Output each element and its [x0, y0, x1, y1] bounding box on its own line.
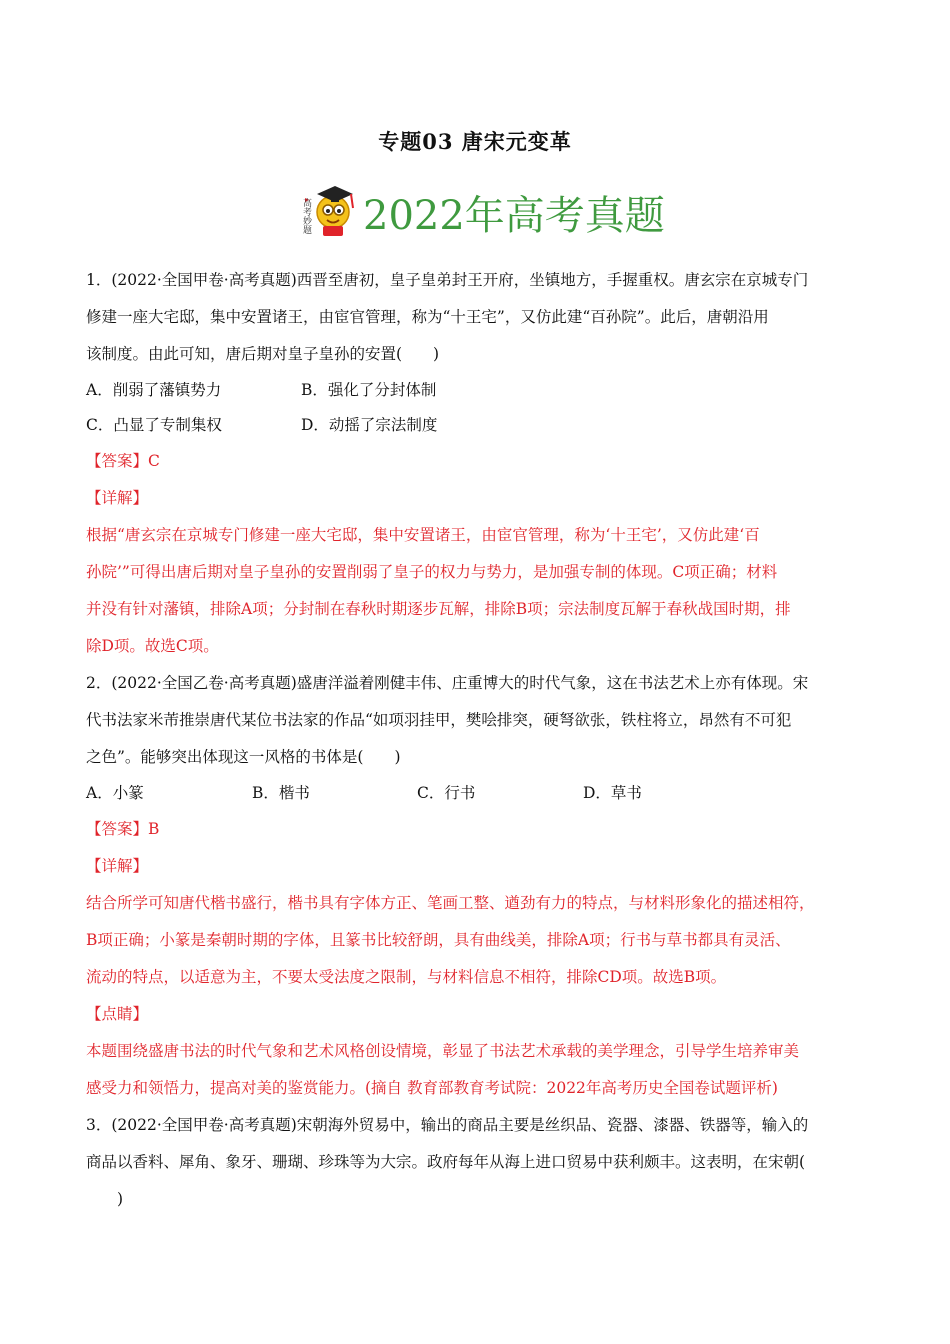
- option-a: A．削弱了藩镇势力: [86, 381, 222, 399]
- question-text-line: 修建一座大宅邸，集中安置诸王，由宦官管理，称为“十王宅”，又仿此建“百孙院”。此后，唐朝沿用: [86, 308, 769, 326]
- answer-label: 【答案】C: [86, 452, 160, 470]
- detail-text-line: B项正确；小篆是秦朝时期的字体，且篆书比较舒朗，具有曲线美，排除A项；行书与草书都具有灵活、: [86, 931, 791, 949]
- question-text-line: ): [86, 1190, 124, 1208]
- banner-logo-text: 高考妙题: [301, 198, 311, 234]
- banner-title: 2022年高考真题: [363, 193, 665, 239]
- question-1: [86, 262, 866, 665]
- option-c: C．行书: [417, 784, 476, 802]
- question-text-line: 该制度。由此可知，唐后期对皇子皇孙的安置( ): [86, 345, 440, 363]
- answer-label: 【答案】B: [86, 820, 160, 838]
- banner: [0, 178, 950, 242]
- page-title: 专题03 唐宋元变革: [378, 129, 572, 154]
- options-row: [86, 408, 866, 443]
- comment-label: 【点睛】: [86, 1005, 149, 1023]
- question-text-line: 商品以香料、犀角、象牙、珊瑚、珍珠等为大宗。政府每年从海上进口贸易中获利颇丰。这表明，在宋朝(: [86, 1153, 806, 1171]
- option-c: C．凸显了专制集权: [86, 416, 222, 434]
- question-text-line: 1．(2022·全国甲卷·高考真题)西晋至唐初，皇子皇弟封王开府，坐镇地方，手握重权。唐玄宗在京城专门: [86, 271, 809, 289]
- question-text-line: 3．(2022·全国甲卷·高考真题)宋朝海外贸易中，输出的商品主要是丝织品、瓷器、漆器、铁器等，输入的: [86, 1116, 809, 1134]
- option-d: D．草书: [583, 784, 642, 802]
- options-row: [86, 776, 866, 811]
- question-text-line: 之色”。能够突出体现这一风格的书体是( ): [86, 748, 401, 766]
- option-b: B．楷书: [252, 784, 310, 802]
- option-d: D．动摇了宗法制度: [301, 416, 438, 434]
- options-row: [86, 373, 866, 408]
- detail-label: 【详解】: [86, 489, 149, 507]
- detail-text-line: 根据“唐玄宗在京城专门修建一座大宅邸，集中安置诸王，由宦官管理，称为‘十王宅’，又仿此建‘百: [86, 526, 760, 544]
- comment-text-line: 感受力和领悟力，提高对美的鉴赏能力。(摘自 教育部教育考试院：2022年高考历史全国卷试题评析): [86, 1079, 778, 1097]
- question-3: [86, 1107, 866, 1218]
- detail-label: 【详解】: [86, 857, 149, 875]
- question-text-line: 2．(2022·全国乙卷·高考真题)盛唐洋溢着刚健丰伟、庄重博大的时代气象，这在书法艺术上亦有体现。宋: [86, 674, 809, 692]
- document-body: [86, 262, 866, 1218]
- option-b: B．强化了分封体制: [301, 381, 437, 399]
- question-text-line: 代书法家米芾推崇唐代某位书法家的作品“如项羽挂甲，樊哙排突，硬弩欲张，铁柱将立，昂然有不可犯: [86, 711, 792, 729]
- detail-text-line: 流动的特点，以适意为主，不要太受法度之限制，与材料信息不相符，排除CD项。故选B项。: [86, 968, 727, 986]
- detail-text-line: 除D项。故选C项。: [86, 637, 219, 655]
- detail-text-line: 结合所学可知唐代楷书盛行，楷书具有字体方正、笔画工整、遒劲有力的特点，与材料形象化的描述相符，: [86, 894, 815, 912]
- question-2: [86, 665, 866, 1107]
- comment-text-line: 本题围绕盛唐书法的时代气象和艺术风格创设情境，彰显了书法艺术承载的美学理念，引导学生培养审美: [86, 1042, 800, 1060]
- detail-text-line: 孙院’”可得出唐后期对皇子皇孙的安置削弱了皇子的权力与势力，是加强专制的体现。C项正确；材料: [86, 563, 778, 581]
- detail-text-line: 并没有针对藩镇，排除A项；分封制在春秋时期逐步瓦解，排除B项；宗法制度瓦解于春秋战国时期，排: [86, 600, 791, 618]
- option-a: A．小篆: [86, 784, 144, 802]
